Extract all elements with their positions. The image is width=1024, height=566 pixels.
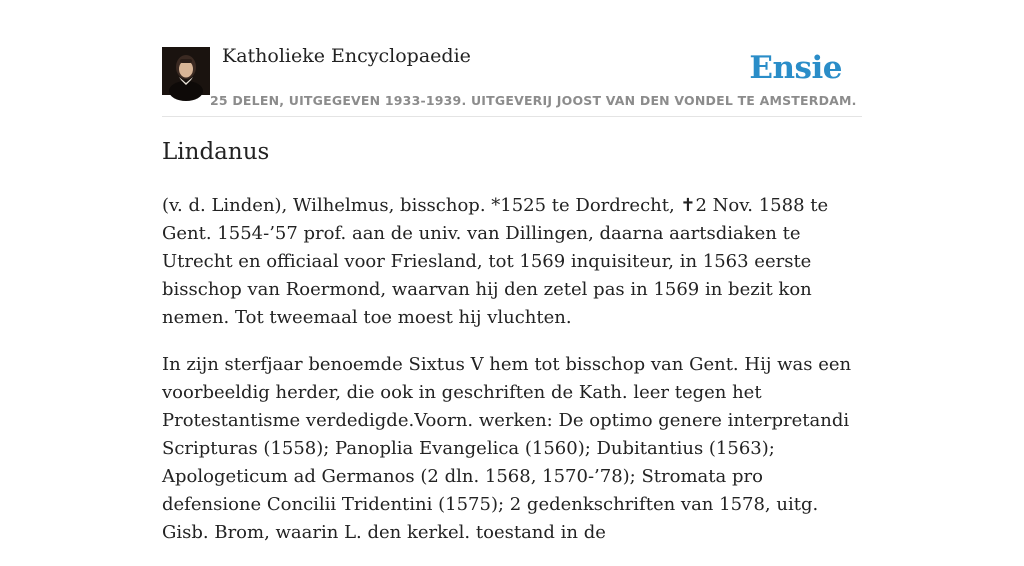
article-paragraph: (v. d. Linden), Wilhelmus, bisschop. *1525 te Dordrecht, ✝2 Nov. 1588 te Gent. 1554-’57 prof. aan de univ. van Dillingen, daarna aartsdiaken te Utrecht en officiaal voor Friesland, tot 1569 inquisiteur, in 1563 eerste bisschop van Roermond, waarvan hij den zetel pas in 1569 in bezit kon nemen. Tot tweemaal toe moest hij vluchten. (162, 195, 829, 328)
portrait-icon (162, 47, 210, 95)
page (162, 0, 862, 543)
source-subtitle: 25 DELEN, UITGEGEVEN 1933-1939. UITGEVERIJ JOOST VAN DEN VONDEL TE AMSTERDAM. (210, 93, 857, 108)
article-paragraph: In zijn sterfjaar benoemde Sixtus V hem tot bisschop van Gent. Hij was een voorbeeldig herder, die ook in geschriften de Kath. leer tegen het Protestantisme verdedigde.Voorn. werken: De optimo genere interpretandi Scripturas (1558); Panoplia Evangelica (1560); Dubitantius (1563); Apologeticum ad Germanos (2 dln. 1568, 1570-’78); Stromata pro defensione Concilii Tridentini (1575); 2 gedenkschriften van 1578, uitg. Gisb. Brom, waarin L. den kerkel. toestand in de (162, 354, 852, 543)
source-header (162, 0, 862, 117)
article-title: Lindanus (162, 139, 270, 165)
source-avatar[interactable] (162, 47, 210, 95)
ensie-logo[interactable]: Ensie (749, 50, 842, 86)
source-title[interactable]: Katholieke Encyclopaedie (222, 45, 471, 67)
article-body (162, 192, 862, 566)
